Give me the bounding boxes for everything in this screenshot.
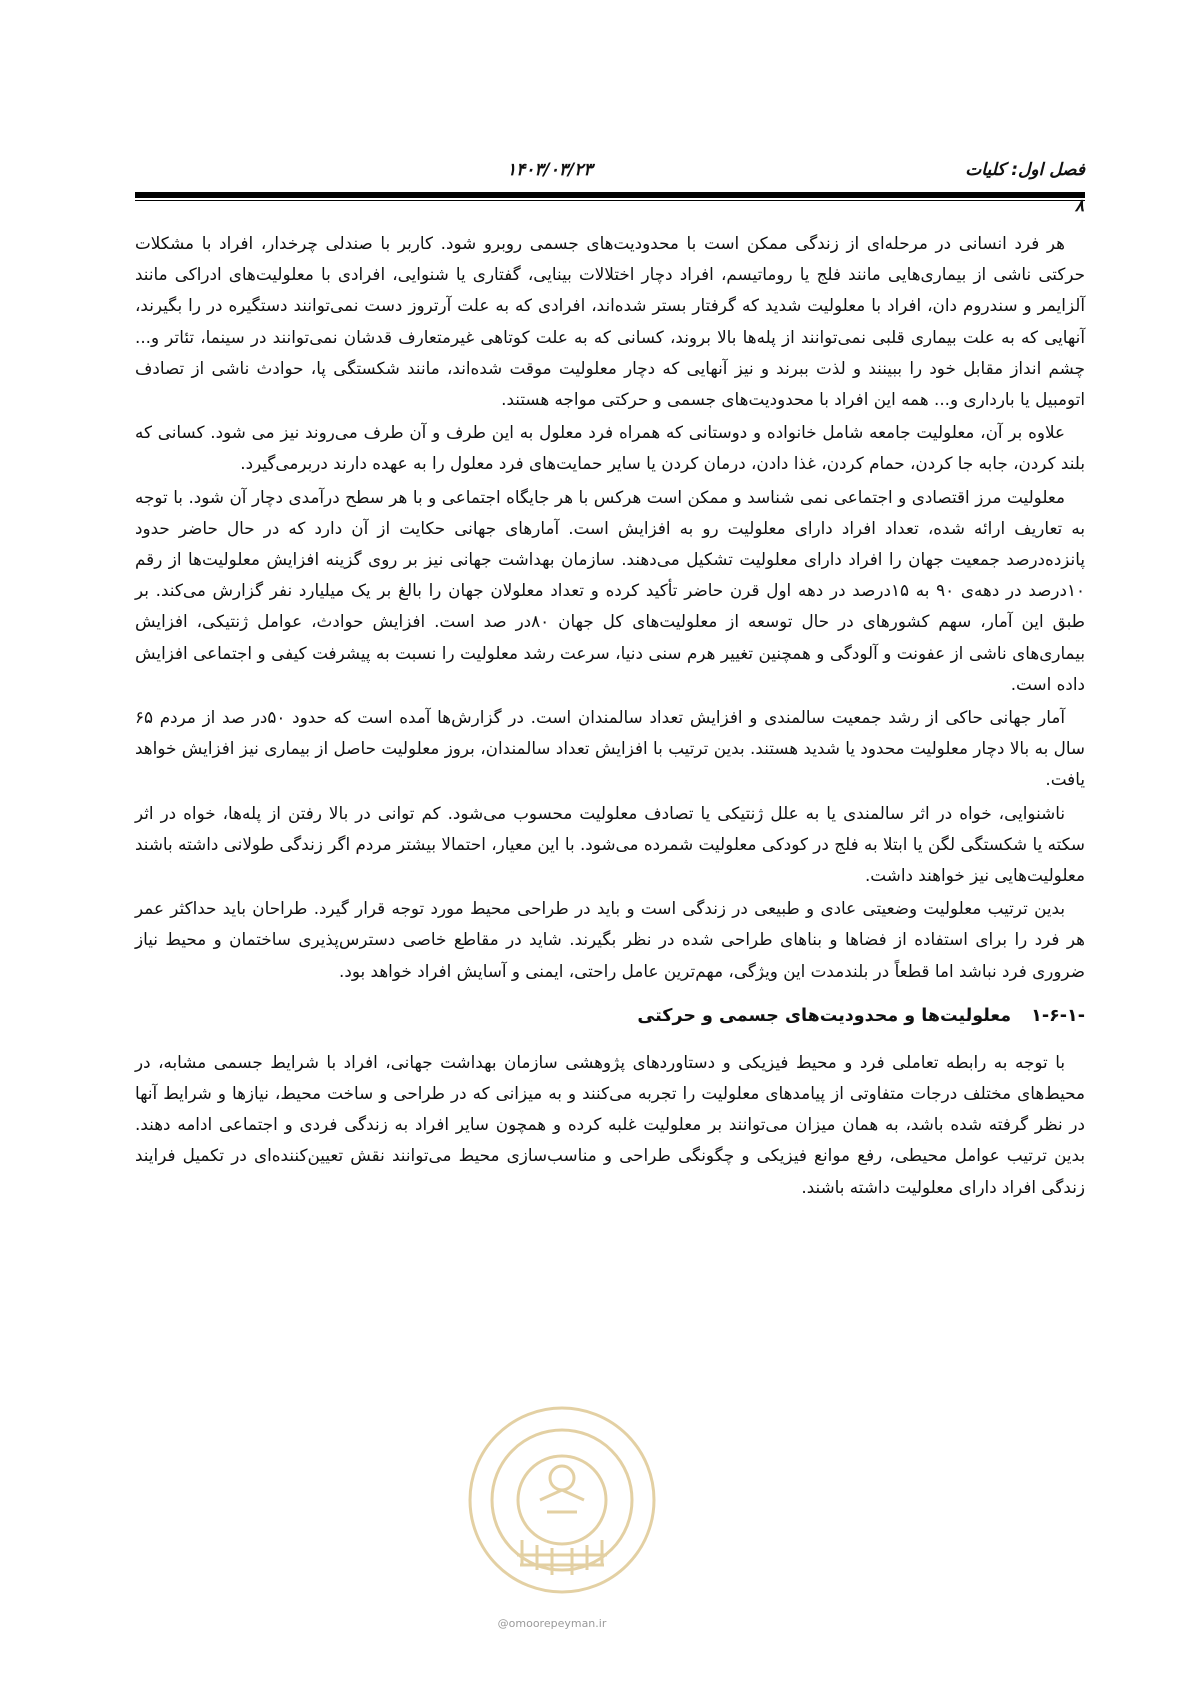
chapter-title: فصل اول: کلیات xyxy=(965,160,1085,180)
body-paragraph: بدین ترتیب معلولیت وضعیتی عادی و طبیعی در زندگی است و باید در طراحی محیط مورد توجه قرار گیرد. طراحان باید حداکثر عمر هر فرد را برای استفاده از فضاها و بناهای طراحی شده در نظر بگیرند. شاید در مقاطع خاصی دسترس‌پذیری ساختمان و محیط نیاز ضروری فرد نباشد اما قطعاً در بلندمدت این ویژگی، مهم‌ترین عامل راحتی، ایمنی و آسایش افراد خواهد بود. xyxy=(135,898,1085,981)
body-paragraph: هر فرد انسانی در مرحله‌ای از زندگی ممکن است با محدودیت‌های جسمی روبرو شود. کاربر با صندلی چرخدار، افراد با مشکلات حرکتی ناشی از بیماری‌هایی مانند فلج یا روماتیسم، افراد دچار اختلالات بینایی، گفتاری یا شنوایی، افرادی با معلولیت‌های ادراکی مانند آلزایمر و سندروم دان، افراد با معلولیت شدید که گرفتار بستر شده‌اند، افرادی که به علت آرتروز دست نمی‌توانند دستگیره در را بگیرند، آنهایی که به علت بیماری قلبی نمی‌توانند از پله‌ها بالا بروند، کسانی که به علت کوتاهی غیرمتعارف قدشان نمی‌توانند در سینما، تئاتر و... چشم انداز مقابل خود را ببینند و لذت ببرند و نیز آنهایی که دچار معلولیت موقت شده‌اند، مانند شکستگی پا، حوادث ناشی از تصادف اتومبیل یا بارداری و... همه این افراد با محدودیت‌های جسمی و حرکتی مواجه هستند. xyxy=(135,233,1085,410)
section-paragraph: با توجه به رابطه تعاملی فرد و محیط فیزیکی و دستاوردهای پژوهشی سازمان بهداشت جهانی، افراد با شرایط جسمی مشابه، در محیط‌های مختلف درجات متفاوتی از پیامدهای معلولیت را تجربه می‌کنند و به میزانی که در طراحی و ساخت محیط، نیازها و شرایط آنها در نظر گرفته شده باشد، به همان میزان می‌توانند بر معلولیت غلبه کرده و همچون سایر افراد به زندگی فردی و اجتماعی ادامه دهند. بدین ترتیب عوامل محیطی، رفع موانع فیزیکی و چگونگی طراحی و مناسب‌سازی محیط می‌توانند نقش تعیین‌کننده‌ای در تکمیل فرایند زندگی افراد دارای معلولیت داشته باشند. xyxy=(135,1051,1085,1197)
watermark-url: @omoorepeyman.ir xyxy=(497,1617,607,1630)
running-header xyxy=(135,160,1085,186)
page-number: ۸ xyxy=(1074,196,1084,216)
section-title: معلولیت‌ها و محدودیت‌های جسمی و حرکتی xyxy=(637,1005,1012,1026)
section-number: ۱-۶-۱- xyxy=(1031,1005,1085,1026)
watermark-seal-icon xyxy=(462,1400,662,1600)
body-paragraph: علاوه بر آن، معلولیت جامعه شامل خانواده و دوستانی که همراه فرد معلول به این طرف و آن طرف می‌روند نیز می شود. کسانی که بلند کردن، جابه جا کردن، حمام کردن، غذا دادن، درمان کردن یا سایر حمایت‌های فرد معلول را به عهده دارند دربرمی‌گیرد. xyxy=(135,422,1085,474)
body-paragraph: معلولیت مرز اقتصادی و اجتماعی نمی شناسد و ممکن است هرکس با هر جایگاه اجتماعی و با هر سطح درآمدی دچار آن شود. با توجه به تعاریف ارائه شده، تعداد افراد دارای معلولیت رو به افزایش است. آمارهای جهانی حکایت از آن دارد که در حال حاضر حدود پانزده‌درصد جمعیت جهان را افراد دارای معلولیت تشکیل می‌دهند. سازمان بهداشت جهانی نیز بر روی گزینه افزایش معلولیت‌ها از رقم ۱۰درصد در دهه‌ی ۹۰ به ۱۵درصد در دهه اول قرن حاضر تأکید کرده و تعداد معلولان جهان را بالغ بر یک میلیارد نفر گزارش می‌کند. بر طبق این آمار، سهم کشورهای در حال توسعه از معلولیت‌های کل جهان ۸۰در صد است. افزایش حوادث، عوامل ژنتیکی، افزایش بیماری‌های ناشی از عفونت و آلودگی و همچنین تغییر هرم سنی دنیا، سرعت رشد معلولیت را نسبت به پیشرفت کیفی و اجتماعی افزایش داده است. xyxy=(135,486,1086,694)
page-body xyxy=(135,228,1085,1205)
header-rule-thin xyxy=(135,200,1085,201)
section-heading xyxy=(135,1001,1085,1031)
body-paragraph: ناشنوایی، خواه در اثر سالمندی یا به علل ژنتیکی یا تصادف معلولیت محسوب می‌شود. کم توانی در بالا رفتن از پله‌ها، خواه در اثر سکته یا شکستگی لگن یا ابتلا به فلج در کودکی معلولیت شمرده می‌شود. با این معیار، احتمالا بیشتر مردم اگر زندگی طولانی داشته باشند معلولیت‌هایی نیز خواهند داشت. xyxy=(135,802,1085,886)
header-rule xyxy=(135,192,1085,198)
body-paragraph: آمار جهانی حاکی از رشد جمعیت سالمندی و افزایش تعداد سالمندان است. در گزارش‌ها آمده است که حدود ۵۰در صد از مردم ۶۵ سال به بالا دچار معلولیت محدود یا شدید هستند. بدین ترتیب با افزایش تعداد سالمندان، بروز معلولیت حاصل از بیماری نیز افزایش خواهد یافت. xyxy=(135,707,1085,790)
header-date: ۱۴۰۳/۰۳/۲۳ xyxy=(507,160,593,180)
